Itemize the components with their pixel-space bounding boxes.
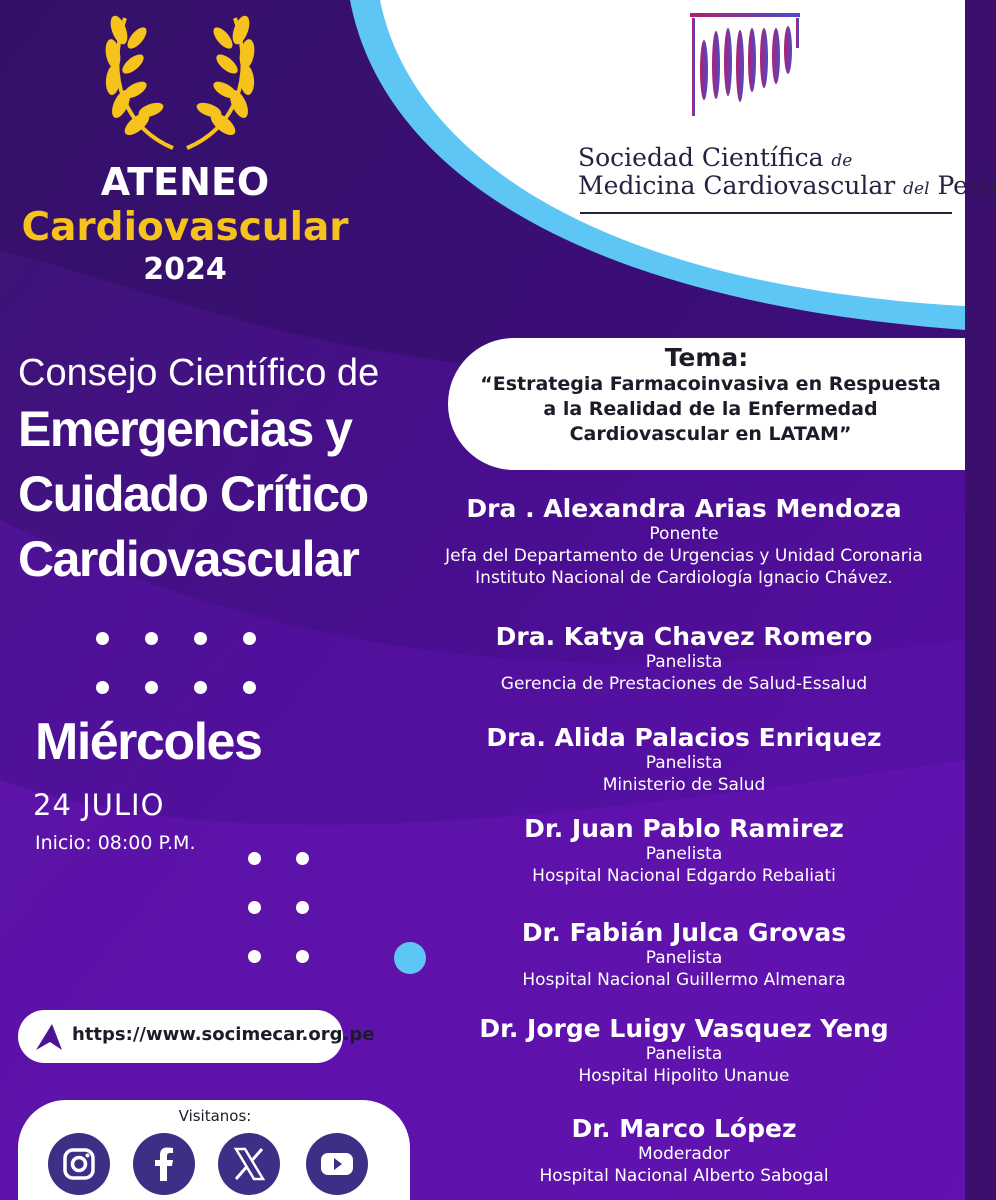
cursor-arrow-icon bbox=[32, 1020, 66, 1054]
speaker-institution: Hospital Nacional Alberto Sabogal bbox=[539, 1166, 829, 1186]
speaker-role: Moderador bbox=[638, 1144, 730, 1164]
speaker-item bbox=[410, 814, 958, 887]
decor-dot bbox=[248, 950, 261, 963]
topic-box bbox=[448, 338, 965, 470]
speaker-name: Dr. Marco López bbox=[571, 1114, 797, 1143]
speaker-role: Panelista bbox=[645, 948, 723, 968]
decor-dot bbox=[248, 852, 261, 865]
speaker-institution: Hospital Nacional Edgardo Rebaliati bbox=[532, 866, 836, 886]
speaker-item bbox=[410, 918, 958, 991]
speaker-role: Panelista bbox=[645, 652, 723, 672]
decor-dot bbox=[194, 632, 207, 645]
topic-label: Tema: bbox=[664, 343, 749, 372]
decor-dot bbox=[96, 632, 109, 645]
speaker-item bbox=[410, 494, 958, 589]
event-start-time: Inicio: 08:00 P.M. bbox=[35, 832, 196, 854]
speaker-item bbox=[410, 1014, 958, 1087]
council-line-2: Emergencias y bbox=[18, 401, 352, 457]
decor-dot bbox=[296, 950, 309, 963]
speaker-position: Jefa del Departamento de Urgencias y Unidad Coronaria bbox=[445, 546, 923, 566]
speaker-role: Panelista bbox=[645, 753, 723, 773]
council-line-4: Cardiovascular bbox=[18, 531, 359, 587]
speaker-name: Dr. Jorge Luigy Vasquez Yeng bbox=[479, 1014, 889, 1043]
decor-dot bbox=[145, 632, 158, 645]
speaker-name: Dr. Juan Pablo Ramirez bbox=[524, 814, 844, 843]
speaker-name: Dra. Alida Palacios Enriquez bbox=[486, 723, 882, 752]
decor-dot bbox=[243, 681, 256, 694]
topic-text: “Estrategia Farmacoinvasiva en Respuesta a la Realidad de la Enfermedad Cardiovascular en LATAM” bbox=[480, 373, 941, 445]
speaker-institution: Ministerio de Salud bbox=[602, 775, 766, 795]
instagram-icon[interactable] bbox=[48, 1133, 110, 1195]
speaker-name: Dra . Alexandra Arias Mendoza bbox=[466, 494, 902, 523]
decor-dot bbox=[194, 681, 207, 694]
event-subtitle: Cardiovascular bbox=[21, 205, 349, 250]
event-weekday: Miércoles bbox=[35, 713, 262, 771]
logo-divider bbox=[580, 212, 952, 214]
speaker-item bbox=[410, 723, 958, 796]
decor-dot bbox=[248, 901, 261, 914]
decor-dot bbox=[96, 681, 109, 694]
speaker-item bbox=[410, 1114, 958, 1187]
social-label: Visitanos: bbox=[178, 1107, 252, 1125]
laurel-wreath-icon bbox=[95, 8, 265, 158]
website-url[interactable]: https://www.socimecar.org.pe bbox=[72, 1024, 375, 1045]
website-link[interactable] bbox=[18, 1010, 375, 1063]
youtube-icon[interactable] bbox=[306, 1133, 368, 1195]
decor-dot bbox=[296, 852, 309, 865]
decor-dot bbox=[145, 681, 158, 694]
event-title: ATENEO bbox=[100, 160, 270, 204]
decor-dot bbox=[296, 901, 309, 914]
event-year: 2024 bbox=[143, 252, 227, 287]
speaker-institution: Hospital Nacional Guillermo Almenara bbox=[522, 970, 846, 990]
speaker-item bbox=[410, 622, 958, 695]
speaker-name: Dra. Katya Chavez Romero bbox=[495, 622, 873, 651]
society-name: Sociedad Científica de Medicina Cardiovascular del Perú bbox=[578, 143, 996, 201]
speaker-name: Dr. Fabián Julca Grovas bbox=[521, 918, 847, 947]
speaker-institution: Hospital Hipolito Unanue bbox=[578, 1066, 790, 1086]
speaker-institution: Instituto Nacional de Cardiología Ignacio Chávez. bbox=[475, 568, 893, 588]
x-icon[interactable] bbox=[218, 1133, 280, 1195]
speaker-role: Ponente bbox=[649, 524, 719, 544]
speaker-role: Panelista bbox=[645, 1044, 723, 1064]
council-line-3: Cuidado Crítico bbox=[18, 466, 368, 522]
decor-dot bbox=[243, 632, 256, 645]
facebook-icon[interactable] bbox=[133, 1133, 195, 1195]
society-logo-icon bbox=[688, 10, 803, 120]
event-date: 24 JULIO bbox=[33, 788, 165, 822]
council-line-1: Consejo Científico de bbox=[18, 352, 380, 394]
speaker-role: Panelista bbox=[645, 844, 723, 864]
speaker-institution: Gerencia de Prestaciones de Salud-Essalud bbox=[500, 674, 868, 694]
